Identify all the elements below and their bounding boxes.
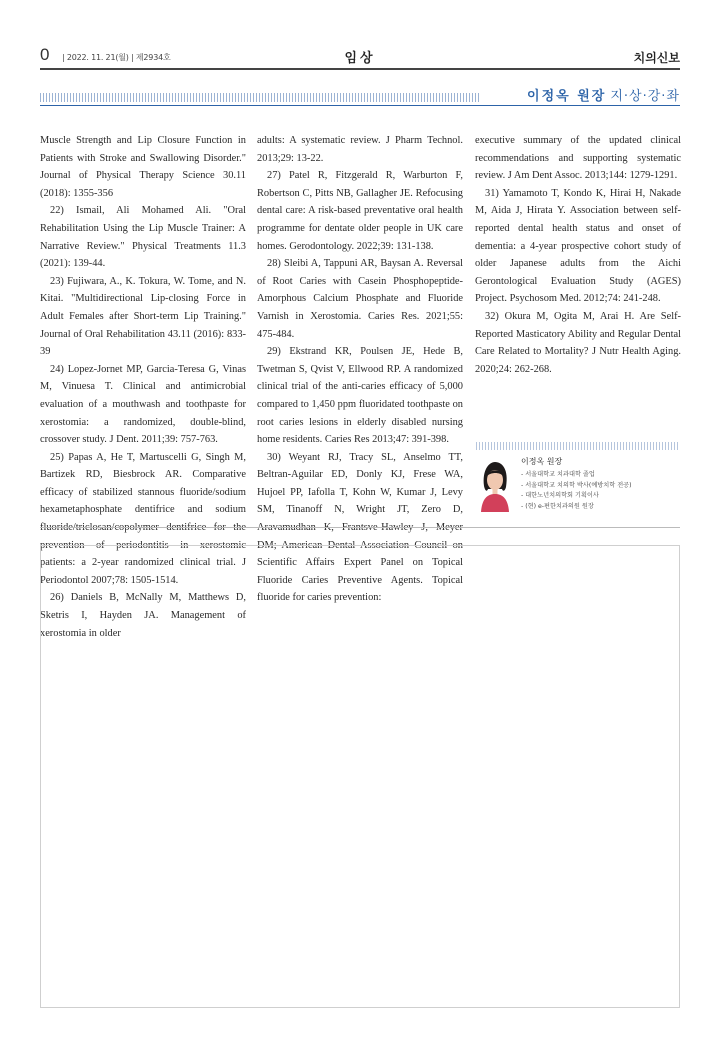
- reference-item: 26) Daniels B, McNally M, Matthews D, Sketris I, Hayden JA. Management of xerostomia in older: [40, 592, 246, 639]
- bio-stripe: [476, 442, 680, 450]
- author-photo: [475, 456, 515, 512]
- reference-item: 24) Lopez-Jornet MP, Garcia-Teresa G, Vinas M, Vinuesa T. Clinical and antimicrobial evaluation of a mouthwash and toothpaste for xerostomia: a randomized, double-blind, crossover study. J Dent. 2011;39: 757-763.: [40, 363, 246, 446]
- reference-item: 29) Ekstrand KR, Poulsen JE, Hede B, Twetman S, Qvist V, Ellwood RP. A randomized clinical trial of the anti-caries efficacy of 5,000 compared to 1,450 ppm fluoridated toothpaste on root caries lesions in elderly disabled nursing home residents. Caries Res 2013;47: 391-398.: [257, 346, 463, 446]
- text-column-3: [475, 132, 681, 378]
- bio-item: - 서울대학교 치과대학 졸업: [521, 470, 632, 481]
- column-series: 지·상·강·좌: [610, 89, 680, 104]
- newspaper-brand: 치의신보: [633, 51, 680, 65]
- reference-item: 22) Ismail, Ali Mohamed Ali. "Oral Rehabilitation Using the Lip Muscle Trainer: A Narrative Review." Physical Treatments 11.3 (2021): 139-44.: [40, 205, 246, 270]
- section-title: 임상: [344, 51, 376, 66]
- bio-item: - 서울대학교 치의학 박사(예방치학 전공): [521, 481, 632, 492]
- column-title-rule: [40, 105, 680, 106]
- reference-item: 32) Okura M, Ogita M, Arai H. Are Self-Reported Masticatory Ability and Regular Dental Care Related to Mortality? J Nutr Health Aging. 2020;24: 262-268.: [475, 310, 681, 375]
- column-header-stripe: [40, 93, 480, 102]
- ad-placeholder-box: [40, 545, 680, 1008]
- reference-item: 30) Weyant RJ, Tracy SL, Anselmo TT, Beltran-Aguilar ED, Donly KJ, Frese WA, Hujoel PP, Iafolla T, Kohn W, Kumar J, Levy SM, Tinanoff N, Wright JT, Zero D, DM; American Dental Association Council on Scientific Affairs Expert Panel on Topical Fluoride Caries Preventive Agents. Topical fluoride for caries prevention:: [257, 451, 463, 604]
- column-title: [527, 85, 680, 104]
- reference-item: 31) Yamamoto T, Kondo K, Hirai H, Nakade M, Aida J, Hirata Y. Association between self-reported dental health status and onset of dementia: a 4-year prospective cohort study of older Japanese adults from the Aichi Gerontological Evaluation Study (AGES) Project. Psychosom Med. 2012;74: 241-248.: [475, 187, 681, 305]
- bio-name: 이정옥 원장: [521, 457, 563, 466]
- column-author: 이정옥 원장: [527, 89, 607, 104]
- issue-date: | 2022. 11. 21(월) | 제2934호: [62, 53, 171, 62]
- bio-list: [521, 470, 632, 512]
- content-separator: [40, 527, 680, 528]
- page-number: 0: [40, 45, 50, 64]
- text-column-2: [257, 132, 463, 607]
- reference-continuation: adults: A systematic review. J Pharm Technol. 2013;29: 13-22.: [257, 135, 463, 164]
- reference-continuation: Muscle Strength and Lip Closure Function in Patients with Stroke and Swallowing Disorder." Journal of Physical Therapy Science 30.11 (2018): 1355-356: [40, 135, 246, 199]
- reference-item: 25) Papas A, He T, Martuscelli G, Singh M, Bartizek RD, Biesbrock AR. Comparative efficacy of stabilized stannous fluoride/sodium hexametaphosphate dentifrice and sodium prevention of periodontitis in xerostomic patients: a 2-year randomized clinical trial. J Periodontol 2007;78: 1505-1514.: [40, 451, 246, 586]
- reference-item: 23) Fujiwara, A., K. Tokura, W. Tome, and N. Kitai. "Multidirectional Lip-closing Force in Adult Females after Short-term Lip Training." Journal of Oral Rehabilitation 43.11 (2016): 833-39: [40, 275, 246, 358]
- bio-item: - 대한노년치의학회 기획이사: [521, 491, 632, 502]
- header-rule: [40, 68, 680, 70]
- reference-item: 28) Sleibi A, Tappuni AR, Baysan A. Reversal of Root Caries with Casein Phosphopeptide-Amorphous Calcium Phosphate and Fluoride Varnish in Xerostomia. Caries Res. 2021;55: 475-484.: [257, 258, 463, 340]
- reference-item: 27) Patel R, Fitzgerald R, Warburton F, Robertson C, Pitts NB, Gallagher JE. Refocusing dental care: A risk-based preventative oral health programme for dentate older people in UK care homes. Gerodontology. 2022;39: 131-138.: [257, 170, 463, 252]
- reference-continuation: executive summary of the updated clinical recommendations and supporting systematic review. J Am Dent Assoc. 2013;144: 1279-1291.: [475, 135, 681, 182]
- bio-item: - (현) e-편한치과의원 원장: [521, 502, 632, 513]
- page-header: [40, 47, 680, 69]
